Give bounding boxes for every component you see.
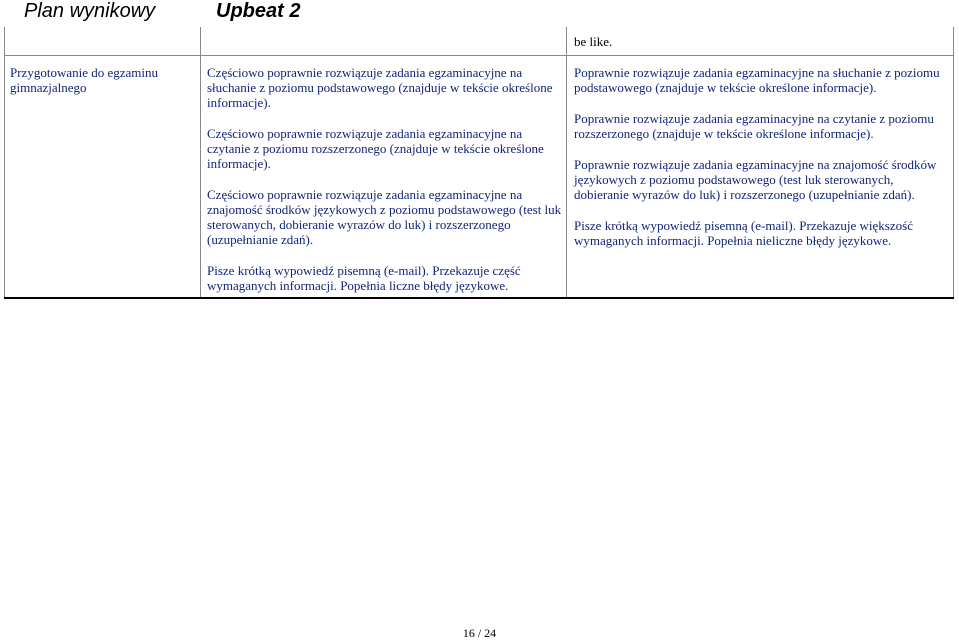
book-title: Upbeat 2 (216, 0, 301, 22)
plan-title: Plan wynikowy (24, 0, 156, 22)
middle-language: Częściowo poprawnie rozwiązuje zadania egzaminacyjne na znajomość środków językowych z poziomu podstawowego (test luk sterowanych, dobieranie wyrazów do luk) i rozszerzonego (uzupełnianie zdań). (207, 187, 562, 247)
column-divider-1 (200, 27, 201, 297)
column-divider-2 (566, 27, 567, 297)
right-language: Poprawnie rozwiązuje zadania egzaminacyjne na znajomość środków językowych z poziomu podstawowego (test luk sterowanych, dobieranie wyrazów do luk) i rozszerzonego (uzupełnianie zdań). (574, 157, 937, 202)
page-header (0, 0, 959, 26)
row-label: Przygotowanie do egzaminu gimnazjalnego (10, 65, 159, 95)
table-border-left (4, 27, 5, 297)
middle-column (207, 65, 563, 309)
page-number: 16 / 24 (462, 626, 497, 640)
right-writing: Pisze krótką wypowiedź pisemną (e-mail). Przekazuje większość wymaganych informacji. Popełnia nieliczne błędy językowe. (574, 218, 913, 248)
requirements-table (4, 27, 954, 299)
row-divider (4, 55, 954, 56)
right-column (574, 65, 946, 264)
right-reading: Poprawnie rozwiązuje zadania egzaminacyjne na czytanie z poziomu rozszerzonego (znajduje w tekście określone informacje). (574, 111, 934, 141)
table-border-right (953, 27, 954, 297)
top-right-cell: be like. (574, 34, 613, 49)
middle-reading: Częściowo poprawnie rozwiązuje zadania egzaminacyjne na czytanie z poziomu rozszerzonego (znajduje w tekście określone informacje). (207, 126, 544, 171)
right-listening: Poprawnie rozwiązuje zadania egzaminacyjne na słuchanie z poziomu podstawowego (znajduje w tekście określone informacje). (574, 65, 940, 95)
middle-writing: Pisze krótką wypowiedź pisemną (e-mail). Przekazuje część wymaganych informacji. Popełnia liczne błędy językowe. (207, 263, 521, 293)
middle-listening: Częściowo poprawnie rozwiązuje zadania egzaminacyjne na słuchanie z poziomu podstawowego (znajduje w tekście określone informacje). (207, 65, 553, 110)
